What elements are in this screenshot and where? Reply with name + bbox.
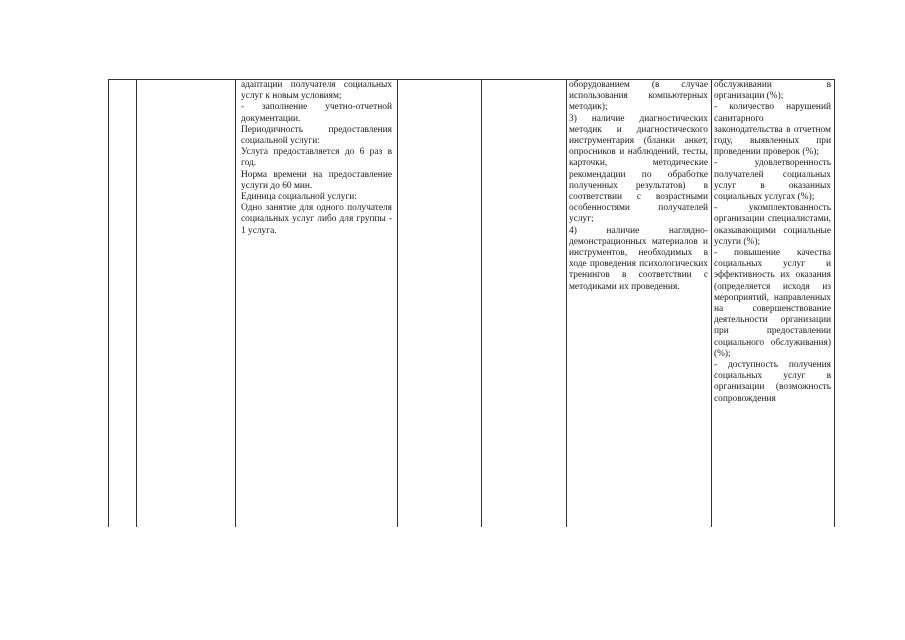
paragraph: 3) наличие диагностических методик и диагностического инструментария (бланки анкет, опросников и наблюдений, тесты, карточки, методические рекомендации по обработке полученных результатов) в соответствии с возрастными особенностями получателей услуг;: [569, 113, 708, 225]
paragraph: Услуга предоставляется до 6 раз в год.: [241, 147, 392, 169]
column-border: [834, 79, 835, 527]
column-border: [397, 79, 398, 527]
quality-indicators-cell: [714, 80, 831, 527]
paragraph: 4) наличие наглядно-демонстрационных материалов и инструментов, необходимых в ходе проведения психологических тренингов в соответствии с методиками их проведения.: [569, 225, 708, 292]
paragraph: оборудованием (в случае использования компьютерных методик);: [569, 80, 708, 113]
paragraph: Периодичность предоставления социальной услуги:: [241, 124, 392, 147]
column-border: [481, 79, 482, 527]
column-border: [566, 79, 567, 527]
column-border: [711, 79, 712, 527]
column-border: [235, 79, 236, 527]
paragraph: - удовлетворенность получателей социальных услуг в оказанных социальных услугах (%);: [714, 158, 831, 203]
paragraph: обслуживании в организации (%);: [714, 80, 831, 102]
paragraph: Единица социальной услуги:: [241, 192, 357, 203]
paragraph: Норма времени на предоставление услуги до 60 мин.: [241, 169, 392, 191]
paragraph: - количество нарушений санитарного законодательства в отчетном году, выявленных при проведении проверок (%);: [714, 102, 831, 158]
service-description-cell: [241, 80, 392, 237]
paragraph: Одно занятие для одного получателя социальных услуг либо для группы - 1 услуга.: [241, 203, 392, 236]
column-border: [136, 79, 137, 527]
conditions-cell: [569, 80, 708, 293]
paragraph: адаптации получателя социальных услуг к новым условиям;: [241, 80, 392, 102]
paragraph: - доступность получения социальных услуг в организации (возможность сопровождения: [714, 360, 831, 404]
column-border: [108, 79, 109, 527]
paragraph: - повышение качества социальных услуг и эффективность их оказания (определяется исходя из мероприятий, направленных на совершенствование деятельности организации при предоставлении социального обслуживания) (%);: [714, 248, 831, 359]
paragraph: - заполнение учетно-отчетной документации.: [241, 102, 392, 124]
paragraph: - укомплектованность организации специалистами, оказывающими социальные услуги (%);: [714, 203, 831, 247]
